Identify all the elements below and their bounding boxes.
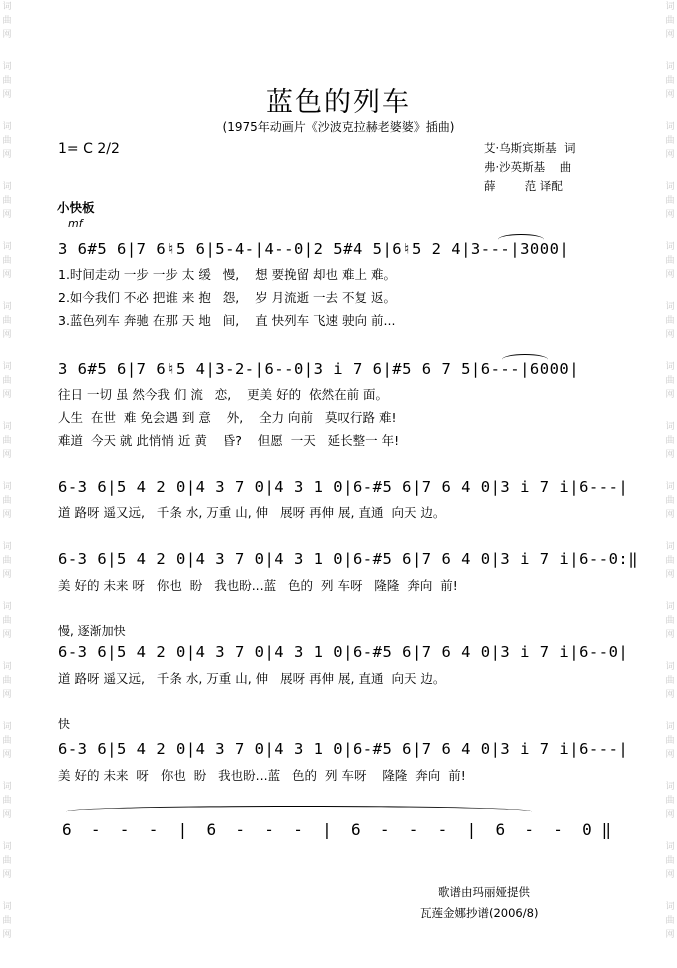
lyric-line: 人生 在世 难 免会遇 到 意 外, 全力 向前 莫叹行路 难! — [58, 410, 397, 425]
watermark-char: 词 — [665, 242, 675, 252]
watermark-char: 词 — [665, 182, 675, 192]
watermark-char: 曲 — [665, 736, 675, 746]
watermark-char: 网 — [665, 570, 675, 580]
watermark-gap — [0, 582, 14, 600]
watermark-char: 网 — [2, 750, 12, 760]
watermark-char: 网 — [665, 810, 675, 820]
watermark-char: 词 — [665, 662, 675, 672]
watermark-char: 曲 — [665, 856, 675, 866]
watermark-char: 网 — [665, 210, 675, 220]
lyric-line: 道 路呀 遥又远, 千条 水, 万重 山, 伸 展呀 再伸 展, 直通 向天 边。 — [58, 505, 446, 520]
watermark-char: 曲 — [665, 76, 675, 86]
watermark-char: 词 — [2, 722, 12, 732]
watermark-char: 曲 — [2, 856, 12, 866]
footer-copied-by: 瓦莲金娜抄谱(2006/8) — [420, 906, 539, 920]
watermark-char: 词 — [2, 902, 12, 912]
watermark-gap — [0, 282, 14, 300]
notation-line-4: 6-3 6|5 4 2 0|4 3 7 0|4 3 1 0|6-#5 6|7 6 4 0|3 i 7 i|6--0:‖ — [58, 550, 639, 568]
watermark-char: 曲 — [665, 196, 675, 206]
watermark-left — [0, 0, 14, 968]
watermark-char: 词 — [2, 2, 12, 12]
watermark-gap — [663, 282, 677, 300]
watermark-char: 曲 — [665, 436, 675, 446]
watermark-gap — [663, 702, 677, 720]
watermark-gap — [663, 522, 677, 540]
watermark-char: 网 — [2, 690, 12, 700]
watermark-char: 网 — [2, 450, 12, 460]
watermark-char: 词 — [665, 842, 675, 852]
watermark-char: 曲 — [2, 256, 12, 266]
watermark-char: 词 — [665, 302, 675, 312]
watermark-char: 网 — [2, 870, 12, 880]
lyric-line: 难道 今天 就 此悄悄 近 黄 昏? 但愿 一天 延长整一 年! — [58, 433, 400, 448]
watermark-gap — [0, 822, 14, 840]
watermark-gap — [663, 42, 677, 60]
lyric-line: 美 好的 未来 呀 你也 盼 我也盼...蓝 色的 列 车呀 隆隆 奔向 前! — [58, 768, 466, 783]
watermark-char: 词 — [665, 422, 675, 432]
watermark-char: 曲 — [665, 496, 675, 506]
watermark-char: 词 — [665, 62, 675, 72]
watermark-char: 曲 — [2, 376, 12, 386]
lyric-line: 1.时间走动 一步 一步 太 缓 慢, 想 要挽留 却也 难上 难。 — [58, 267, 397, 282]
watermark-gap — [0, 882, 14, 900]
watermark-gap — [663, 942, 677, 960]
watermark-gap — [663, 762, 677, 780]
watermark-char: 词 — [2, 362, 12, 372]
lyric-line: 往日 一切 虽 然今我 们 流 恋, 更美 好的 依然在前 面。 — [58, 387, 389, 402]
dynamic-marking: mf — [68, 217, 83, 230]
watermark-char: 网 — [665, 870, 675, 880]
watermark-gap — [663, 462, 677, 480]
watermark-char: 词 — [2, 62, 12, 72]
watermark-gap — [663, 342, 677, 360]
song-title: 蓝色的列车 — [266, 87, 411, 118]
credits — [484, 139, 575, 196]
watermark-gap — [0, 522, 14, 540]
watermark-char: 网 — [2, 510, 12, 520]
watermark-char: 曲 — [2, 496, 12, 506]
credit-translator: 薛 范 译配 — [484, 179, 563, 193]
watermark-gap — [663, 402, 677, 420]
watermark-char: 网 — [665, 90, 675, 100]
watermark-char: 曲 — [665, 256, 675, 266]
watermark-char: 曲 — [2, 736, 12, 746]
watermark-char: 词 — [665, 722, 675, 732]
watermark-char: 曲 — [2, 616, 12, 626]
watermark-gap — [0, 462, 14, 480]
watermark-gap — [0, 162, 14, 180]
lyric-line: 道 路呀 遥又远, 千条 水, 万重 山, 伸 展呀 再伸 展, 直通 向天 边。 — [58, 671, 446, 686]
watermark-char: 网 — [2, 570, 12, 580]
watermark-char: 曲 — [2, 436, 12, 446]
watermark-char: 网 — [2, 390, 12, 400]
watermark-char: 曲 — [2, 316, 12, 326]
watermark-char: 曲 — [665, 616, 675, 626]
lyric-line: 美 好的 未来 呀 你也 盼 我也盼...蓝 色的 列 车呀 隆隆 奔向 前! — [58, 578, 458, 593]
watermark-gap — [0, 642, 14, 660]
watermark-char: 曲 — [665, 796, 675, 806]
watermark-char: 网 — [665, 330, 675, 340]
tempo-change-mark: 慢, 逐渐加快 — [58, 624, 126, 638]
watermark-char: 曲 — [2, 196, 12, 206]
watermark-gap — [663, 222, 677, 240]
watermark-char: 曲 — [2, 676, 12, 686]
watermark-char: 网 — [2, 810, 12, 820]
watermark-char: 词 — [2, 482, 12, 492]
watermark-right — [663, 0, 677, 968]
watermark-char: 曲 — [2, 76, 12, 86]
watermark-char: 网 — [665, 270, 675, 280]
watermark-char: 词 — [2, 602, 12, 612]
watermark-char: 曲 — [2, 916, 12, 926]
watermark-char: 网 — [2, 930, 12, 940]
key-signature: 1= C 2/2 — [58, 141, 120, 157]
watermark-char: 网 — [665, 30, 675, 40]
watermark-char: 曲 — [2, 136, 12, 146]
watermark-char: 网 — [2, 330, 12, 340]
watermark-gap — [0, 762, 14, 780]
watermark-char: 曲 — [665, 316, 675, 326]
watermark-char: 网 — [2, 630, 12, 640]
watermark-gap — [663, 882, 677, 900]
footer-provided-by: 歌谱由玛丽娅提供 — [438, 885, 530, 899]
credit-composer: 弗·沙英斯基 曲 — [484, 160, 572, 174]
watermark-char: 词 — [665, 362, 675, 372]
lyric-line: 2.如今我们 不必 把谁 来 抱 怨, 岁 月流逝 一去 不复 返。 — [58, 290, 397, 305]
watermark-char: 曲 — [665, 676, 675, 686]
watermark-char: 词 — [665, 782, 675, 792]
watermark-gap — [663, 582, 677, 600]
watermark-gap — [0, 402, 14, 420]
tie-mark — [498, 234, 544, 245]
watermark-gap — [663, 642, 677, 660]
watermark-char: 网 — [2, 90, 12, 100]
watermark-char: 网 — [665, 690, 675, 700]
watermark-char: 词 — [665, 902, 675, 912]
watermark-char: 网 — [665, 450, 675, 460]
watermark-char: 曲 — [665, 556, 675, 566]
notation-line-2: 3 6#5 6|7 6♮5 4|3-2-|6--0|3 i 7 6|#5 6 7 5|6---|6000| — [58, 360, 580, 378]
long-tie-mark — [66, 806, 532, 817]
song-subtitle: (1975年动画片《沙波克拉赫老婆婆》插曲) — [222, 120, 455, 134]
watermark-char: 词 — [2, 302, 12, 312]
notation-line-1: 3 6#5 6|7 6♮5 6|5-4-|4--0|2 5#4 5|6♮5 2 4|3---|3000| — [58, 240, 570, 258]
watermark-char: 词 — [665, 482, 675, 492]
watermark-gap — [0, 942, 14, 960]
watermark-char: 词 — [665, 602, 675, 612]
notation-line-5: 6-3 6|5 4 2 0|4 3 7 0|4 3 1 0|6-#5 6|7 6 4 0|3 i 7 i|6--0| — [58, 643, 629, 661]
watermark-char: 曲 — [2, 796, 12, 806]
watermark-char: 曲 — [665, 916, 675, 926]
tempo-marking: 小快板 — [57, 200, 95, 215]
watermark-char: 词 — [2, 662, 12, 672]
watermark-gap — [0, 222, 14, 240]
watermark-char: 曲 — [2, 556, 12, 566]
notation-line-6: 6-3 6|5 4 2 0|4 3 7 0|4 3 1 0|6-#5 6|7 6 4 0|3 i 7 i|6---| — [58, 740, 629, 758]
watermark-char: 词 — [2, 242, 12, 252]
watermark-char: 网 — [665, 750, 675, 760]
watermark-char: 网 — [665, 510, 675, 520]
watermark-gap — [663, 822, 677, 840]
watermark-gap — [663, 162, 677, 180]
watermark-char: 网 — [665, 390, 675, 400]
watermark-char: 网 — [2, 150, 12, 160]
watermark-char: 词 — [665, 122, 675, 132]
notation-line-3: 6-3 6|5 4 2 0|4 3 7 0|4 3 1 0|6-#5 6|7 6 4 0|3 i 7 i|6---| — [58, 478, 629, 496]
watermark-char: 词 — [2, 182, 12, 192]
watermark-char: 词 — [665, 542, 675, 552]
watermark-char: 曲 — [2, 16, 12, 26]
watermark-char: 网 — [2, 30, 12, 40]
watermark-char: 词 — [2, 422, 12, 432]
watermark-char: 网 — [665, 630, 675, 640]
watermark-char: 曲 — [665, 16, 675, 26]
watermark-gap — [0, 342, 14, 360]
notation-final-line: 6 - - - | 6 - - - | 6 - - - | 6 - - 0 ‖ — [62, 820, 612, 839]
watermark-char: 网 — [2, 210, 12, 220]
tie-mark — [502, 354, 548, 365]
tempo-fast-mark: 快 — [58, 717, 71, 731]
watermark-gap — [0, 42, 14, 60]
watermark-char: 词 — [665, 2, 675, 12]
credit-lyricist: 艾·乌斯宾斯基 词 — [484, 141, 576, 155]
watermark-gap — [0, 702, 14, 720]
lyric-line: 3.蓝色列车 奔驰 在那 天 地 间, 直 快列车 飞速 驶向 前... — [58, 313, 396, 328]
watermark-char: 网 — [665, 150, 675, 160]
watermark-char: 词 — [2, 842, 12, 852]
watermark-char: 网 — [2, 270, 12, 280]
watermark-char: 词 — [2, 782, 12, 792]
watermark-char: 词 — [2, 122, 12, 132]
watermark-char: 曲 — [665, 136, 675, 146]
watermark-char: 词 — [2, 542, 12, 552]
watermark-char: 网 — [665, 930, 675, 940]
watermark-char: 曲 — [665, 376, 675, 386]
